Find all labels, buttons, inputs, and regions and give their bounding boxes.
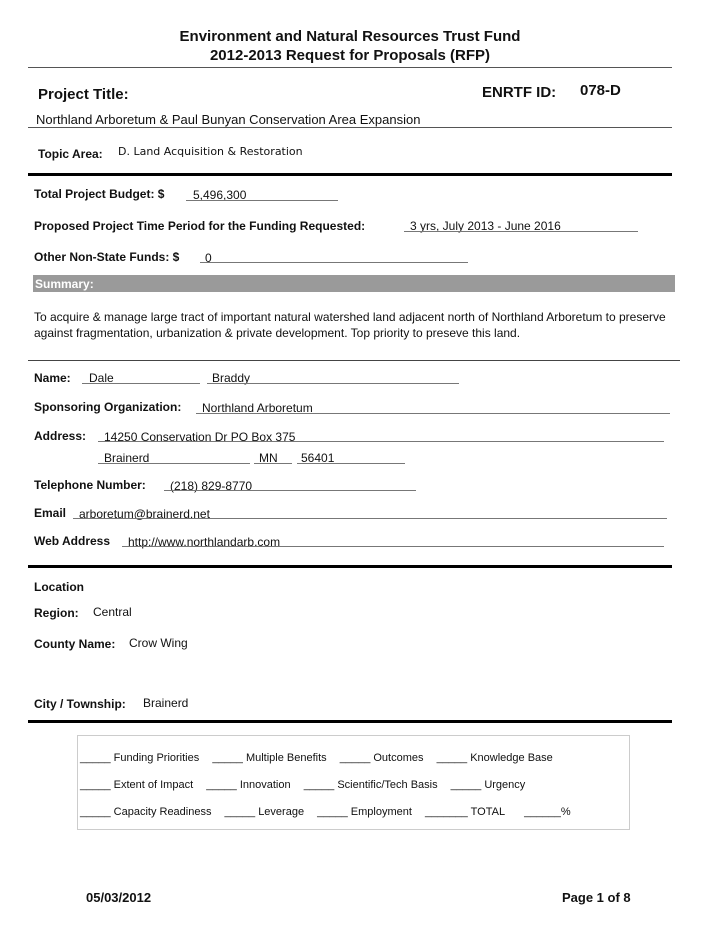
scoring-row-1: [80, 752, 563, 764]
footer-page-number: Page 1 of 8: [562, 890, 631, 905]
last-name-value: Braddy: [212, 371, 251, 385]
project-title-value: Northland Arboretum & Paul Bunyan Conservation Area Expansion: [36, 112, 421, 127]
topic-divider: [28, 173, 672, 176]
score-urgency: _____ Urgency: [450, 779, 526, 791]
last-name-underline: [207, 383, 459, 384]
first-name-value: Dale: [89, 371, 114, 385]
summary-divider: [28, 360, 680, 361]
region-label: Region:: [34, 606, 79, 620]
score-innovation: _____ Innovation: [206, 779, 291, 791]
address-label: Address:: [34, 429, 87, 443]
zip-underline: [297, 463, 405, 464]
sponsor-org-label: Sponsoring Organization:: [34, 400, 182, 414]
score-knowledge-base: _____ Knowledge Base: [436, 752, 553, 764]
web-address-underline: [122, 546, 664, 547]
score-leverage: _____ Leverage: [224, 806, 305, 818]
scoring-box: [77, 735, 630, 830]
score-extent-of-impact: _____ Extent of Impact: [80, 779, 194, 791]
nonstate-funds-value: 0: [205, 251, 212, 265]
contact-divider: [28, 565, 672, 568]
score-multiple-benefits: _____ Multiple Benefits: [212, 752, 327, 764]
score-funding-priorities: _____ Funding Priorities: [80, 752, 200, 764]
city-value: Brainerd: [104, 451, 150, 465]
time-period-underline: [404, 231, 638, 232]
summary-header: Summary:: [33, 275, 675, 292]
region-value: Central: [93, 605, 132, 619]
telephone-label: Telephone Number:: [34, 478, 146, 492]
city-underline: [98, 463, 250, 464]
enrtf-id-value: 078-D: [580, 82, 621, 99]
state-underline: [254, 463, 292, 464]
sponsor-org-value: Northland Arboretum: [202, 401, 313, 415]
nonstate-funds-underline: [200, 262, 468, 263]
form-title: Environment and Natural Resources Trust Fund: [179, 28, 521, 45]
address-line1-value: 14250 Conservation Dr PO Box 375: [104, 430, 296, 444]
city-township-value: Brainerd: [143, 696, 189, 710]
email-underline: [73, 518, 667, 519]
score-percent: ______%: [524, 806, 571, 818]
first-name-underline: [82, 383, 200, 384]
scoring-row-2: [80, 779, 535, 791]
email-label: Email: [34, 506, 67, 520]
nonstate-funds-label: Other Non-State Funds: $: [34, 250, 180, 264]
telephone-underline: [164, 490, 416, 491]
score-outcomes: _____ Outcomes: [339, 752, 424, 764]
sponsor-org-underline: [196, 413, 670, 414]
title-divider: [28, 127, 672, 128]
county-value: Crow Wing: [129, 636, 188, 650]
topic-area-value: D. Land Acquisition & Restoration: [118, 145, 303, 158]
footer-date: 05/03/2012: [86, 890, 152, 905]
time-period-label: Proposed Project Time Period for the Funding Requested:: [34, 219, 366, 233]
score-scientific-tech-basis: _____ Scientific/Tech Basis: [303, 779, 438, 791]
location-heading: Location: [34, 580, 84, 594]
web-address-value: http://www.northlandarb.com: [128, 535, 281, 549]
topic-area-label: Topic Area:: [38, 147, 103, 161]
scoring-row-3: [80, 806, 581, 818]
budget-value: 5,496,300: [193, 188, 247, 202]
zip-value: 56401: [301, 451, 335, 465]
city-township-label: City / Township:: [34, 697, 126, 711]
header-divider: [28, 67, 672, 68]
email-value: arboretum@brainerd.net: [79, 507, 210, 521]
web-address-label: Web Address: [34, 534, 111, 548]
location-divider: [28, 720, 672, 723]
project-title-label: Project Title:: [38, 86, 129, 103]
score-total: _______ TOTAL: [424, 806, 506, 818]
score-employment: _____ Employment: [317, 806, 412, 818]
summary-text: To acquire & manage large tract of important natural watershed land adjacent north of Northland Arboretum to preserve against fragmentation, urbanization & private development. Top priority to preseve this land.: [34, 310, 666, 340]
budget-underline: [186, 200, 338, 201]
score-capacity-readiness: _____ Capacity Readiness: [80, 806, 212, 818]
enrtf-id-label: ENRTF ID:: [482, 84, 557, 101]
budget-label: Total Project Budget: $: [34, 187, 165, 201]
form-subtitle: 2012-2013 Request for Proposals (RFP): [209, 47, 491, 64]
telephone-value: (218) 829-8770: [170, 479, 253, 493]
address-line1-underline: [98, 441, 664, 442]
name-label: Name:: [34, 371, 71, 385]
county-label: County Name:: [34, 637, 116, 651]
state-value: MN: [259, 451, 278, 465]
time-period-value: 3 yrs, July 2013 - June 2016: [410, 219, 561, 233]
